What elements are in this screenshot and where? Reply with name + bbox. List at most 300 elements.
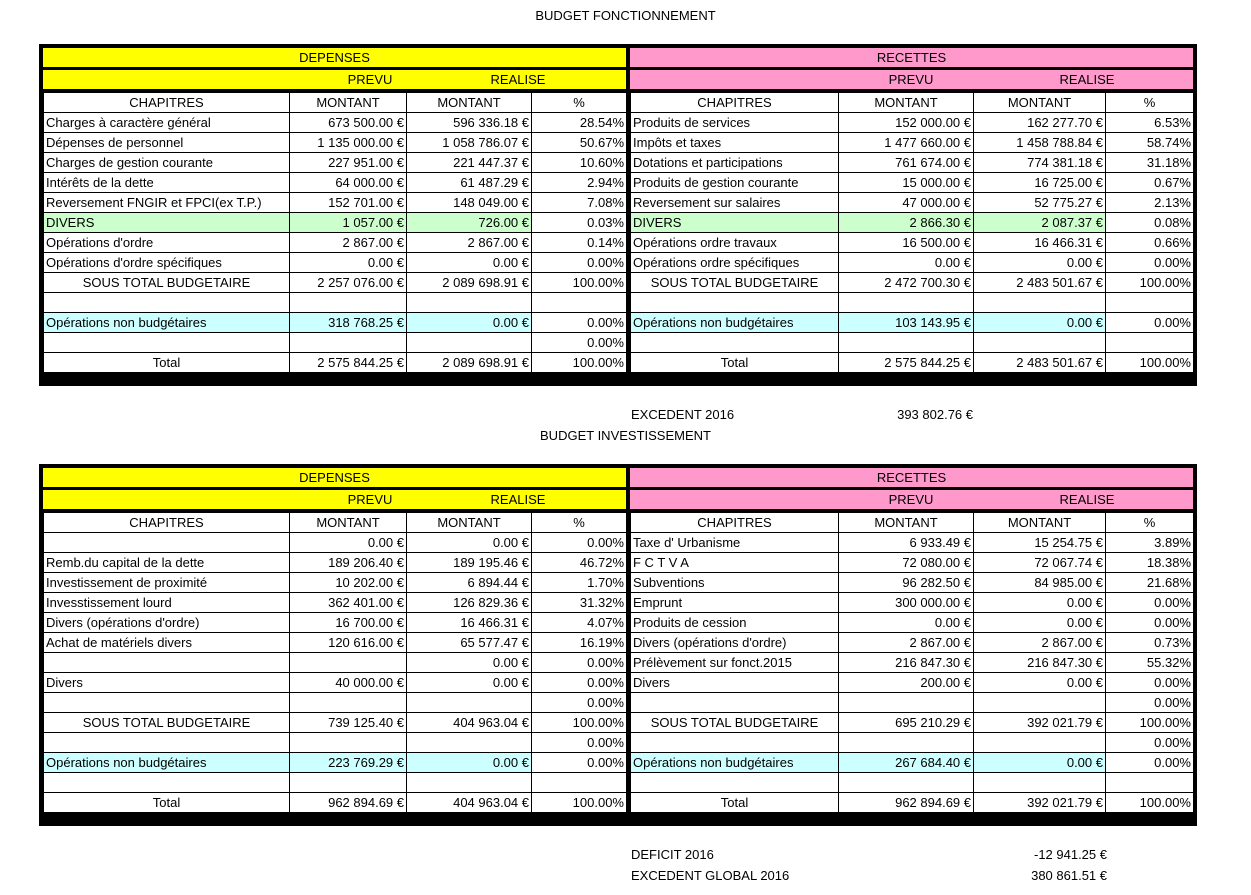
prevu-amount-cell: 1 477 660.00 €: [839, 133, 974, 153]
prevu-amount-cell: [290, 293, 407, 313]
realise-amount-cell: [974, 773, 1106, 793]
realise-amount-cell: 16 466.31 €: [974, 233, 1106, 253]
realise-amount-cell: 2 867.00 €: [974, 633, 1106, 653]
prevu-amount-cell: 47 000.00 €: [839, 193, 974, 213]
prevu-amount-cell: 2 866.30 €: [839, 213, 974, 233]
percent-cell: 0.00%: [1106, 613, 1194, 633]
chapitre-cell: [44, 333, 290, 353]
realise-amount-cell: 52 775.27 €: [974, 193, 1106, 213]
realise-amount-cell: 0.00 €: [974, 673, 1106, 693]
column-header: %: [1106, 513, 1194, 533]
excedent-label: EXCEDENT 2016: [631, 407, 735, 422]
realise-amount-cell: 0.00 €: [974, 593, 1106, 613]
realise-amount-cell: 0.00 €: [407, 253, 532, 273]
investissement-depenses-panel: [39, 464, 630, 826]
realise-amount-cell: 2 483 501.67 €: [974, 353, 1106, 373]
realise-amount-cell: 2 089 698.91 €: [407, 273, 532, 293]
prevu-amount-cell: 962 894.69 €: [839, 793, 974, 813]
percent-cell: 28.54%: [532, 113, 627, 133]
realise-amount-cell: 2 483 501.67 €: [974, 273, 1106, 293]
chapitre-cell: Produits de gestion courante: [631, 173, 839, 193]
realise-amount-cell: 0.00 €: [407, 313, 532, 333]
realise-amount-cell: 404 963.04 €: [407, 793, 532, 813]
prevu-realise-header: [43, 490, 626, 509]
chapitre-cell: Total: [631, 353, 839, 373]
realise-amount-cell: [407, 773, 532, 793]
table-row: [631, 693, 1194, 713]
prevu-amount-cell: 0.00 €: [839, 613, 974, 633]
percent-cell: 100.00%: [532, 793, 627, 813]
column-header: MONTANT: [290, 513, 407, 533]
deficit-label: DEFICIT 2016: [631, 847, 714, 862]
chapitre-cell: Opérations non budgétaires: [44, 753, 290, 773]
realise-amount-cell: [407, 693, 532, 713]
realise-amount-cell: 148 049.00 €: [407, 193, 532, 213]
percent-cell: 0.00%: [532, 313, 627, 333]
investissement-depenses-table: [43, 512, 627, 813]
chapitre-cell: Investissement de proximité: [44, 573, 290, 593]
prevu-amount-cell: 2 257 076.00 €: [290, 273, 407, 293]
realise-amount-cell: 126 829.36 €: [407, 593, 532, 613]
prevu-amount-cell: 227 951.00 €: [290, 153, 407, 173]
percent-cell: 0.00%: [532, 253, 627, 273]
chapitre-cell: Emprunt: [631, 593, 839, 613]
table-row: [631, 353, 1194, 373]
recettes-header: RECETTES: [630, 48, 1193, 67]
table-row: [44, 753, 627, 773]
realise-amount-cell: [407, 733, 532, 753]
table-row: [631, 593, 1194, 613]
percent-cell: 0.66%: [1106, 233, 1194, 253]
chapitre-cell: [631, 293, 839, 313]
percent-cell: 0.00%: [532, 753, 627, 773]
realise-amount-cell: 392 021.79 €: [974, 793, 1106, 813]
percent-cell: 16.19%: [532, 633, 627, 653]
percent-cell: 21.68%: [1106, 573, 1194, 593]
table-row: [44, 633, 627, 653]
realise-amount-cell: 84 985.00 €: [974, 573, 1106, 593]
chapitre-cell: [631, 333, 839, 353]
column-header: MONTANT: [290, 93, 407, 113]
percent-cell: 100.00%: [1106, 353, 1194, 373]
chapitre-cell: [44, 533, 290, 553]
realise-amount-cell: 0.00 €: [974, 753, 1106, 773]
prevu-amount-cell: 120 616.00 €: [290, 633, 407, 653]
percent-cell: 4.07%: [532, 613, 627, 633]
realise-amount-cell: 1 458 788.84 €: [974, 133, 1106, 153]
prevu-amount-cell: [290, 693, 407, 713]
percent-cell: [1106, 333, 1194, 353]
percent-cell: 100.00%: [1106, 273, 1194, 293]
realise-amount-cell: 0.00 €: [407, 653, 532, 673]
prevu-amount-cell: [839, 333, 974, 353]
prevu-amount-cell: 2 472 700.30 €: [839, 273, 974, 293]
percent-cell: 50.67%: [532, 133, 627, 153]
table-row: [631, 773, 1194, 793]
percent-cell: 0.00%: [1106, 253, 1194, 273]
prevu-amount-cell: 223 769.29 €: [290, 753, 407, 773]
table-row: [44, 773, 627, 793]
prevu-amount-cell: 962 894.69 €: [290, 793, 407, 813]
chapitre-cell: Impôts et taxes: [631, 133, 839, 153]
chapitre-cell: Divers (opérations d'ordre): [631, 633, 839, 653]
table-row: [631, 793, 1194, 813]
table-row: [44, 533, 627, 553]
chapitre-cell: [44, 693, 290, 713]
table-row: [44, 553, 627, 573]
table-row: [44, 313, 627, 333]
prevu-amount-cell: 739 125.40 €: [290, 713, 407, 733]
chapitre-cell: Opérations non budgétaires: [631, 753, 839, 773]
prevu-amount-cell: [290, 653, 407, 673]
percent-cell: 0.67%: [1106, 173, 1194, 193]
percent-cell: 0.00%: [532, 673, 627, 693]
realise-amount-cell: 6 894.44 €: [407, 573, 532, 593]
table-row: [44, 293, 627, 313]
realise-amount-cell: 404 963.04 €: [407, 713, 532, 733]
percent-cell: 0.00%: [1106, 593, 1194, 613]
chapitre-cell: [631, 733, 839, 753]
investissement-recettes-panel: [626, 464, 1197, 826]
prevu-amount-cell: 761 674.00 €: [839, 153, 974, 173]
column-header: MONTANT: [839, 513, 974, 533]
table-row: [631, 733, 1194, 753]
chapitre-cell: SOUS TOTAL BUDGETAIRE: [44, 713, 290, 733]
realise-amount-cell: 596 336.18 €: [407, 113, 532, 133]
chapitre-cell: Invesstissement lourd: [44, 593, 290, 613]
chapitre-cell: F C T V A: [631, 553, 839, 573]
chapitre-cell: Taxe d' Urbanisme: [631, 533, 839, 553]
percent-cell: [532, 773, 627, 793]
percent-cell: [532, 293, 627, 313]
deficit-value: -12 941.25 €: [1033, 847, 1107, 862]
prevu-amount-cell: [839, 693, 974, 713]
percent-cell: 0.08%: [1106, 213, 1194, 233]
column-header: %: [532, 513, 627, 533]
investissement-recettes-table: [630, 512, 1194, 813]
percent-cell: 10.60%: [532, 153, 627, 173]
realise-amount-cell: 392 021.79 €: [974, 713, 1106, 733]
table-row: [631, 333, 1194, 353]
prevu-label: PREVU: [347, 72, 393, 87]
realise-amount-cell: 15 254.75 €: [974, 533, 1106, 553]
excedent-global-value: 380 861.51 €: [1031, 868, 1107, 883]
chapitre-cell: Total: [631, 793, 839, 813]
chapitre-cell: Divers (opérations d'ordre): [44, 613, 290, 633]
realise-amount-cell: 2 089 698.91 €: [407, 353, 532, 373]
chapitre-cell: Achat de matériels divers: [44, 633, 290, 653]
percent-cell: 100.00%: [1106, 793, 1194, 813]
table-row: [631, 673, 1194, 693]
table-row: [44, 653, 627, 673]
realise-amount-cell: 61 487.29 €: [407, 173, 532, 193]
excedent-global-label: EXCEDENT GLOBAL 2016: [631, 868, 790, 883]
chapitre-cell: Dépenses de personnel: [44, 133, 290, 153]
chapitre-cell: Reversement sur salaires: [631, 193, 839, 213]
table-row: [44, 133, 627, 153]
table-row: [44, 593, 627, 613]
table-row: [631, 273, 1194, 293]
chapitre-cell: DIVERS: [44, 213, 290, 233]
column-header: MONTANT: [407, 513, 532, 533]
prevu-amount-cell: 189 206.40 €: [290, 553, 407, 573]
chapitre-cell: Produits de cession: [631, 613, 839, 633]
realise-amount-cell: 0.00 €: [974, 313, 1106, 333]
prevu-amount-cell: 96 282.50 €: [839, 573, 974, 593]
prevu-amount-cell: [839, 773, 974, 793]
prevu-amount-cell: 64 000.00 €: [290, 173, 407, 193]
table-row: [44, 113, 627, 133]
percent-cell: [1106, 773, 1194, 793]
percent-cell: 1.70%: [532, 573, 627, 593]
chapitre-cell: Produits de services: [631, 113, 839, 133]
percent-cell: 0.73%: [1106, 633, 1194, 653]
percent-cell: 6.53%: [1106, 113, 1194, 133]
chapitre-cell: [631, 773, 839, 793]
chapitre-cell: Opérations d'ordre spécifiques: [44, 253, 290, 273]
realise-label: REALISE: [1059, 492, 1115, 507]
table-row: [44, 233, 627, 253]
prevu-amount-cell: 300 000.00 €: [839, 593, 974, 613]
percent-cell: 3.89%: [1106, 533, 1194, 553]
realise-amount-cell: 2 087.37 €: [974, 213, 1106, 233]
prevu-amount-cell: 267 684.40 €: [839, 753, 974, 773]
chapitre-cell: [44, 653, 290, 673]
percent-cell: 2.94%: [532, 173, 627, 193]
chapitre-cell: Dotations et participations: [631, 153, 839, 173]
prevu-amount-cell: 72 080.00 €: [839, 553, 974, 573]
table-row: [631, 313, 1194, 333]
prevu-realise-header: [630, 70, 1193, 89]
prevu-amount-cell: 216 847.30 €: [839, 653, 974, 673]
prevu-amount-cell: 10 202.00 €: [290, 573, 407, 593]
fonctionnement-recettes-panel: [626, 44, 1197, 386]
prevu-label: PREVU: [888, 72, 934, 87]
percent-cell: 7.08%: [532, 193, 627, 213]
percent-cell: 0.00%: [532, 733, 627, 753]
prevu-realise-header: [43, 70, 626, 89]
chapitre-cell: [44, 773, 290, 793]
realise-amount-cell: 0.00 €: [974, 613, 1106, 633]
prevu-amount-cell: 40 000.00 €: [290, 673, 407, 693]
realise-amount-cell: 72 067.74 €: [974, 553, 1106, 573]
percent-cell: 31.18%: [1106, 153, 1194, 173]
chapitre-cell: Charges de gestion courante: [44, 153, 290, 173]
chapitre-cell: Intérêts de la dette: [44, 173, 290, 193]
chapitre-cell: Total: [44, 353, 290, 373]
percent-cell: 31.32%: [532, 593, 627, 613]
chapitre-cell: Opérations ordre spécifiques: [631, 253, 839, 273]
column-header: %: [532, 93, 627, 113]
prevu-amount-cell: [839, 733, 974, 753]
fonctionnement-recettes-table: [630, 92, 1194, 373]
realise-amount-cell: 221 447.37 €: [407, 153, 532, 173]
realise-amount-cell: 189 195.46 €: [407, 553, 532, 573]
percent-cell: 2.13%: [1106, 193, 1194, 213]
table-row: [44, 613, 627, 633]
percent-cell: 55.32%: [1106, 653, 1194, 673]
table-row: [631, 533, 1194, 553]
column-header: MONTANT: [407, 93, 532, 113]
fonctionnement-title: BUDGET FONCTIONNEMENT: [535, 8, 716, 23]
chapitre-cell: Prélèvement sur fonct.2015: [631, 653, 839, 673]
column-header-row: [631, 513, 1194, 533]
percent-cell: 18.38%: [1106, 553, 1194, 573]
table-row: [44, 573, 627, 593]
chapitre-cell: [44, 733, 290, 753]
table-row: [631, 653, 1194, 673]
table-row: [44, 153, 627, 173]
percent-cell: 0.00%: [1106, 673, 1194, 693]
prevu-amount-cell: 200.00 €: [839, 673, 974, 693]
column-header: CHAPITRES: [44, 513, 290, 533]
chapitre-cell: [631, 693, 839, 713]
table-row: [631, 613, 1194, 633]
realise-amount-cell: 0.00 €: [974, 253, 1106, 273]
realise-amount-cell: 16 725.00 €: [974, 173, 1106, 193]
prevu-amount-cell: 2 575 844.25 €: [290, 353, 407, 373]
prevu-amount-cell: 1 057.00 €: [290, 213, 407, 233]
percent-cell: 100.00%: [532, 273, 627, 293]
realise-amount-cell: 16 466.31 €: [407, 613, 532, 633]
prevu-amount-cell: 695 210.29 €: [839, 713, 974, 733]
realise-amount-cell: [974, 333, 1106, 353]
realise-amount-cell: [407, 333, 532, 353]
chapitre-cell: Charges à caractère général: [44, 113, 290, 133]
chapitre-cell: Opérations non budgétaires: [631, 313, 839, 333]
realise-amount-cell: 774 381.18 €: [974, 153, 1106, 173]
chapitre-cell: [44, 293, 290, 313]
table-row: [631, 233, 1194, 253]
realise-amount-cell: [407, 293, 532, 313]
column-header: MONTANT: [974, 513, 1106, 533]
column-header-row: [631, 93, 1194, 113]
percent-cell: 46.72%: [532, 553, 627, 573]
realise-label: REALISE: [1059, 72, 1115, 87]
column-header: CHAPITRES: [631, 513, 839, 533]
percent-cell: 100.00%: [532, 353, 627, 373]
depenses-header: DEPENSES: [43, 48, 626, 67]
prevu-label: PREVU: [888, 492, 934, 507]
prevu-amount-cell: 0.00 €: [839, 253, 974, 273]
table-row: [631, 293, 1194, 313]
percent-cell: 0.14%: [532, 233, 627, 253]
table-row: [631, 573, 1194, 593]
percent-cell: 0.00%: [532, 693, 627, 713]
percent-cell: [1106, 293, 1194, 313]
fonctionnement-depenses-panel: [39, 44, 630, 386]
table-row: [631, 713, 1194, 733]
realise-label: REALISE: [490, 72, 546, 87]
realise-amount-cell: 2 867.00 €: [407, 233, 532, 253]
column-header: MONTANT: [839, 93, 974, 113]
table-row: [631, 153, 1194, 173]
table-row: [631, 133, 1194, 153]
prevu-amount-cell: 673 500.00 €: [290, 113, 407, 133]
chapitre-cell: DIVERS: [631, 213, 839, 233]
table-row: [44, 333, 627, 353]
column-header: MONTANT: [974, 93, 1106, 113]
realise-amount-cell: 216 847.30 €: [974, 653, 1106, 673]
column-header-row: [44, 93, 627, 113]
prevu-amount-cell: [839, 293, 974, 313]
chapitre-cell: Divers: [631, 673, 839, 693]
prevu-amount-cell: 2 867.00 €: [839, 633, 974, 653]
percent-cell: 0.03%: [532, 213, 627, 233]
table-row: [44, 693, 627, 713]
table-row: [631, 253, 1194, 273]
table-row: [631, 213, 1194, 233]
column-header: %: [1106, 93, 1194, 113]
excedent-value: 393 802.76 €: [897, 407, 973, 422]
depenses-header: DEPENSES: [43, 468, 626, 487]
chapitre-cell: Opérations non budgétaires: [44, 313, 290, 333]
table-row: [631, 553, 1194, 573]
table-row: [44, 173, 627, 193]
prevu-amount-cell: [290, 773, 407, 793]
percent-cell: 0.00%: [1106, 313, 1194, 333]
prevu-amount-cell: 103 143.95 €: [839, 313, 974, 333]
table-row: [631, 113, 1194, 133]
percent-cell: 0.00%: [1106, 753, 1194, 773]
table-row: [631, 173, 1194, 193]
prevu-amount-cell: 152 000.00 €: [839, 113, 974, 133]
percent-cell: 100.00%: [1106, 713, 1194, 733]
prevu-amount-cell: 318 768.25 €: [290, 313, 407, 333]
table-row: [631, 633, 1194, 653]
prevu-label: PREVU: [347, 492, 393, 507]
table-row: [44, 793, 627, 813]
realise-amount-cell: [974, 733, 1106, 753]
table-row: [631, 753, 1194, 773]
chapitre-cell: Subventions: [631, 573, 839, 593]
realise-label: REALISE: [490, 492, 546, 507]
prevu-amount-cell: 0.00 €: [290, 253, 407, 273]
table-row: [631, 193, 1194, 213]
percent-cell: 0.00%: [1106, 693, 1194, 713]
realise-amount-cell: 162 277.70 €: [974, 113, 1106, 133]
recettes-header: RECETTES: [630, 468, 1193, 487]
table-row: [44, 213, 627, 233]
percent-cell: 0.00%: [532, 653, 627, 673]
prevu-amount-cell: [290, 733, 407, 753]
fonctionnement-depenses-table: [43, 92, 627, 373]
prevu-amount-cell: [290, 333, 407, 353]
table-row: [44, 193, 627, 213]
chapitre-cell: Opérations d'ordre: [44, 233, 290, 253]
realise-amount-cell: 726.00 €: [407, 213, 532, 233]
chapitre-cell: SOUS TOTAL BUDGETAIRE: [44, 273, 290, 293]
column-header: CHAPITRES: [631, 93, 839, 113]
chapitre-cell: Opérations ordre travaux: [631, 233, 839, 253]
prevu-amount-cell: 2 575 844.25 €: [839, 353, 974, 373]
realise-amount-cell: 0.00 €: [407, 673, 532, 693]
percent-cell: 100.00%: [532, 713, 627, 733]
percent-cell: 0.00%: [532, 533, 627, 553]
chapitre-cell: SOUS TOTAL BUDGETAIRE: [631, 713, 839, 733]
prevu-amount-cell: 16 500.00 €: [839, 233, 974, 253]
realise-amount-cell: [974, 693, 1106, 713]
realise-amount-cell: 1 058 786.07 €: [407, 133, 532, 153]
percent-cell: 0.00%: [532, 333, 627, 353]
table-row: [44, 353, 627, 373]
table-row: [44, 713, 627, 733]
prevu-amount-cell: 15 000.00 €: [839, 173, 974, 193]
chapitre-cell: Total: [44, 793, 290, 813]
column-header: CHAPITRES: [44, 93, 290, 113]
realise-amount-cell: 65 577.47 €: [407, 633, 532, 653]
chapitre-cell: Divers: [44, 673, 290, 693]
